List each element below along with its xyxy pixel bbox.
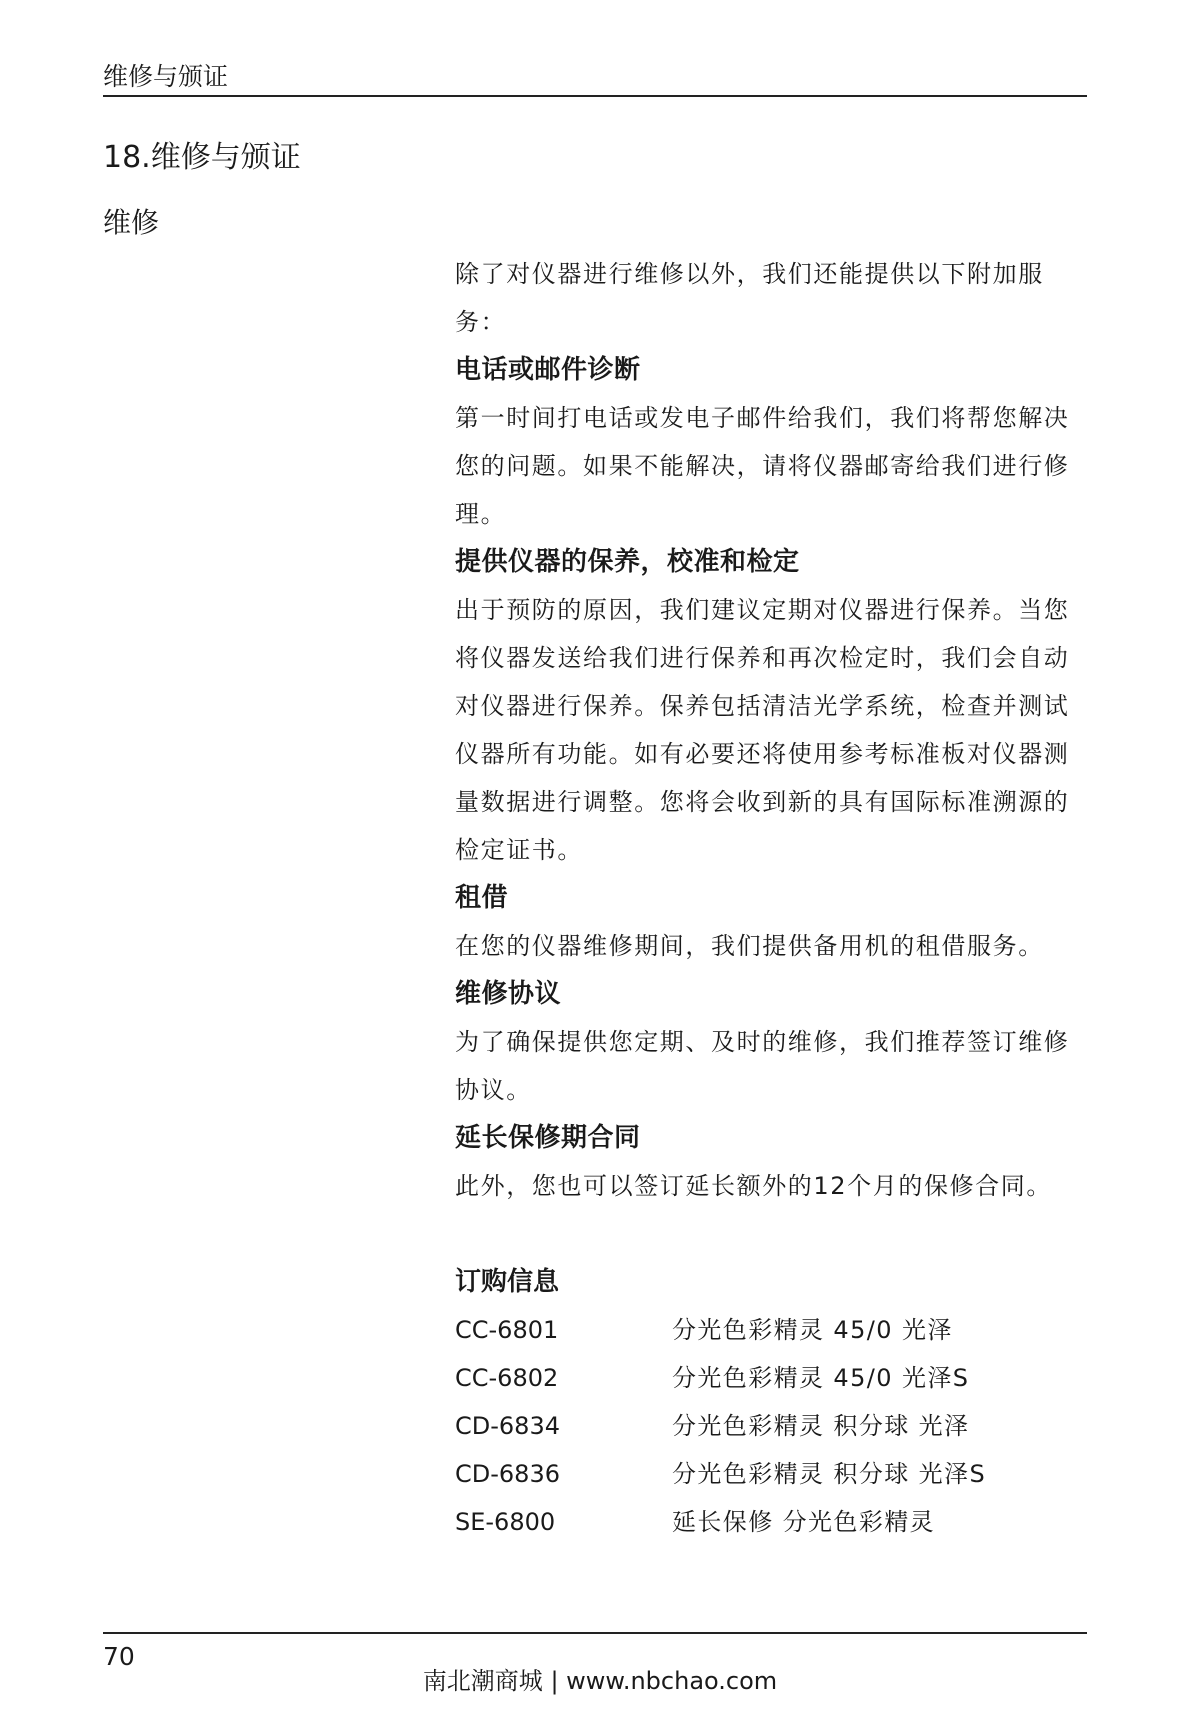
order-description: 分光色彩精灵 积分球 光泽 xyxy=(672,1412,970,1440)
ordering-heading: 订购信息 xyxy=(455,1267,560,1297)
ordering-table xyxy=(455,1306,986,1546)
section-title: 维修 xyxy=(103,206,160,239)
service-text-agreement: 为了确保提供您定期、及时的维修，我们推荐签订维修协议。 xyxy=(455,1028,1070,1104)
service-text-diagnosis: 第一时间打电话或发电子邮件给我们，我们将帮您解决您的问题。如果不能解决，请将仪器邮寄给我们进行修理。 xyxy=(455,404,1070,528)
table-row xyxy=(455,1402,986,1450)
page-number: 70 xyxy=(103,1642,135,1671)
footer-divider xyxy=(103,1632,1087,1634)
table-row xyxy=(455,1498,986,1546)
order-code: CC-6801 xyxy=(455,1316,559,1344)
service-heading-diagnosis: 电话或邮件诊断 xyxy=(455,355,641,385)
site-watermark: 南北潮商城 | www.nbchao.com xyxy=(422,1667,778,1695)
table-row xyxy=(455,1306,986,1354)
service-text-extended-warranty: 此外，您也可以签订延长额外的12个月的保修合同。 xyxy=(455,1172,1052,1200)
running-header: 维修与颁证 xyxy=(103,62,229,91)
header-divider xyxy=(103,95,1087,97)
service-text-rental: 在您的仪器维修期间，我们提供备用机的租借服务。 xyxy=(455,932,1044,960)
order-code: CD-6834 xyxy=(455,1412,560,1440)
service-heading-rental: 租借 xyxy=(455,883,509,913)
order-code: SE-6800 xyxy=(455,1508,556,1536)
service-heading-extended-warranty: 延长保修期合同 xyxy=(455,1123,641,1153)
service-intro: 除了对仪器进行维修以外，我们还能提供以下附加服务： xyxy=(455,260,1044,336)
order-description: 分光色彩精灵 45/0 光泽S xyxy=(672,1364,970,1392)
main-content xyxy=(455,250,1090,1546)
order-description: 分光色彩精灵 45/0 光泽 xyxy=(672,1316,953,1344)
order-description: 延长保修 分光色彩精灵 xyxy=(672,1508,936,1536)
chapter-title: 18.维修与颁证 xyxy=(103,140,301,175)
service-text-maintenance: 出于预防的原因，我们建议定期对仪器进行保养。当您将仪器发送给我们进行保养和再次检定时，我们会自动对仪器进行保养。保养包括清洁光学系统，检查并测试仪器所有功能。如有必要还将使用参考标准板对仪器测量数据进行调整。您将会收到新的具有国际标准溯源的检定证书。 xyxy=(455,596,1070,864)
table-row xyxy=(455,1450,986,1498)
service-heading-maintenance: 提供仪器的保养，校准和检定 xyxy=(455,547,800,577)
service-heading-agreement: 维修协议 xyxy=(455,979,562,1009)
table-row xyxy=(455,1354,986,1402)
order-code: CD-6836 xyxy=(455,1460,560,1488)
order-code: CC-6802 xyxy=(455,1364,559,1392)
order-description: 分光色彩精灵 积分球 光泽S xyxy=(672,1460,987,1488)
